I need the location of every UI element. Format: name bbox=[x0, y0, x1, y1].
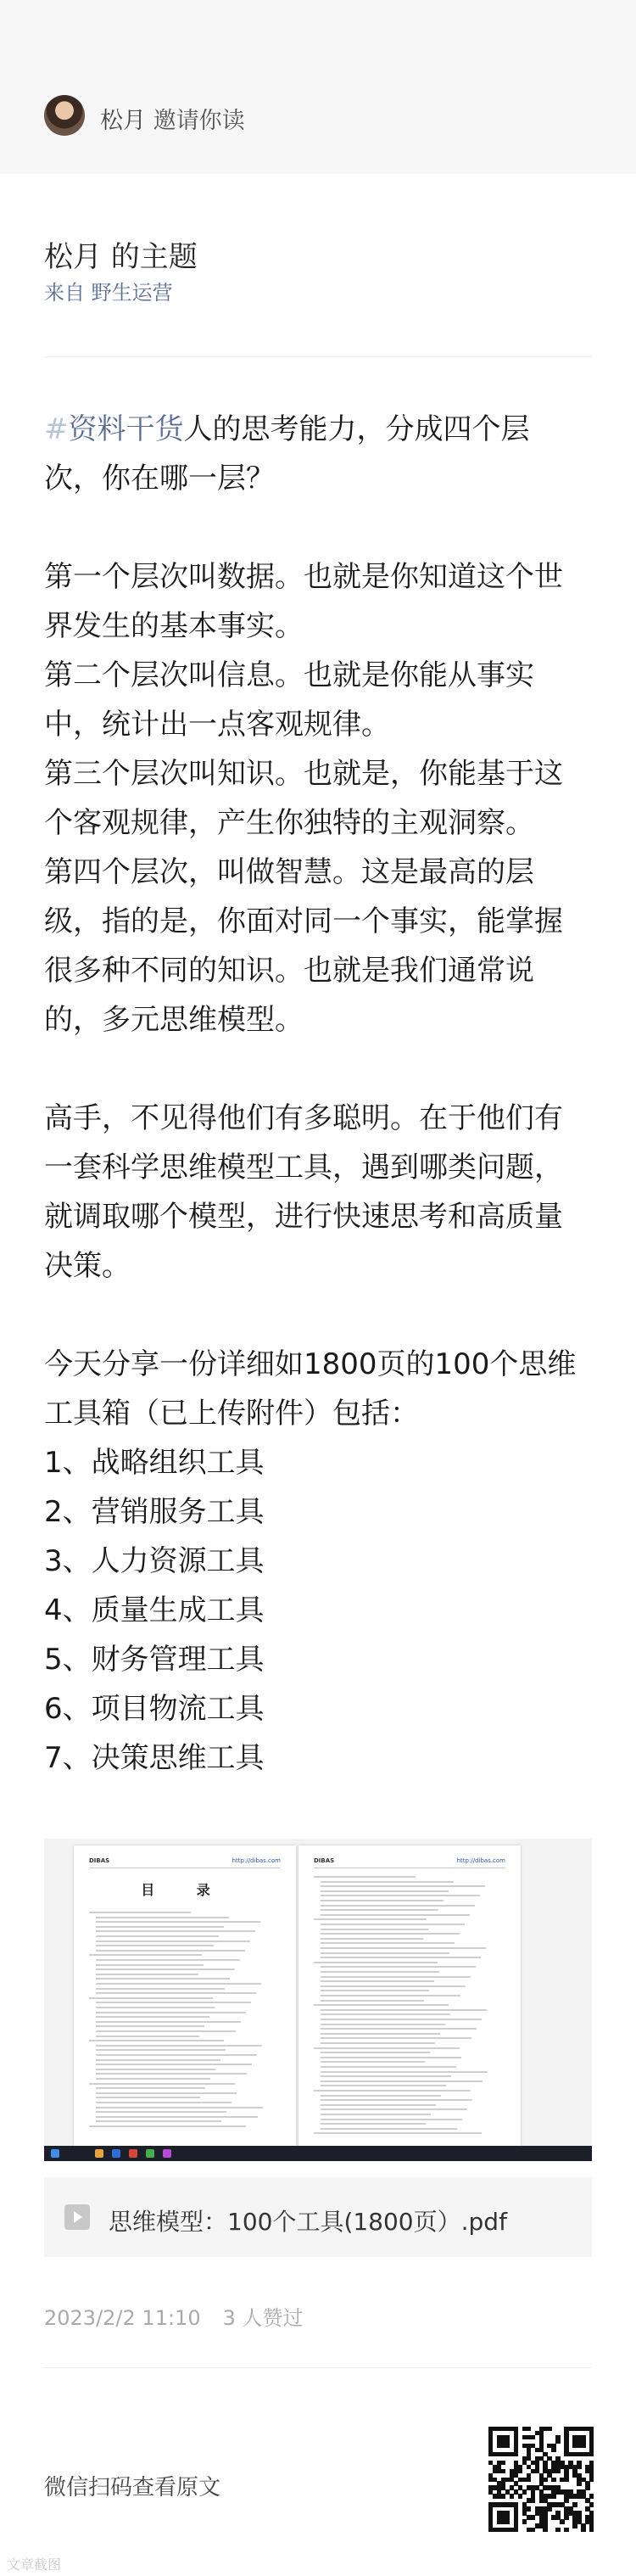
invite-line bbox=[100, 102, 245, 135]
preview-text-line bbox=[89, 2040, 224, 2041]
preview-text-line bbox=[321, 2071, 488, 2073]
hashtag-symbol: # bbox=[44, 412, 69, 446]
preview-text-line bbox=[96, 1917, 229, 1918]
body-line: 人的思考能力，分成四个层 bbox=[183, 412, 530, 446]
preview-text-line bbox=[321, 2075, 451, 2077]
topic-title: 松月 的主题 bbox=[44, 240, 198, 274]
preview-text-line bbox=[96, 1921, 260, 1923]
qr-module bbox=[564, 2427, 568, 2456]
preview-text-line bbox=[321, 1890, 449, 1892]
body-paragraph bbox=[44, 1340, 595, 1783]
preview-text-line bbox=[89, 1954, 202, 1956]
preview-text-line bbox=[321, 2061, 425, 2063]
preview-text-line bbox=[89, 1912, 191, 1913]
preview-text-line bbox=[321, 2104, 436, 2106]
preview-text-line bbox=[321, 1895, 480, 1896]
preview-text-line bbox=[96, 2002, 251, 2003]
preview-text-line bbox=[96, 2120, 221, 2122]
body-paragraph bbox=[44, 552, 595, 1044]
preview-text-line bbox=[96, 2030, 236, 2032]
body-line: 3、人力资源工具 bbox=[44, 1544, 265, 1578]
paragraph-spacer bbox=[44, 503, 595, 552]
body-line: 1、战略组织工具 bbox=[44, 1446, 265, 1480]
body-line: 今天分享一份详细如1800页的100个思维 bbox=[44, 1347, 577, 1381]
qr-module bbox=[510, 2494, 514, 2498]
qr-module bbox=[531, 2515, 535, 2519]
body-line: 决策。 bbox=[44, 1249, 131, 1283]
attachment-file-card[interactable] bbox=[44, 2177, 592, 2257]
qr-module bbox=[589, 2528, 594, 2532]
preview-text-line bbox=[96, 2025, 204, 2027]
preview-text-line bbox=[321, 2037, 471, 2039]
preview-text-line bbox=[321, 2119, 462, 2120]
qr-module bbox=[543, 2478, 547, 2482]
preview-text-line bbox=[96, 2116, 258, 2118]
preview-text-line bbox=[321, 1952, 449, 1954]
qr-module bbox=[514, 2502, 518, 2532]
preview-text-line bbox=[321, 1924, 465, 1925]
qr-module bbox=[555, 2439, 560, 2444]
preview-text-line bbox=[314, 2004, 449, 2006]
qr-module bbox=[564, 2498, 568, 2502]
preview-text-line bbox=[314, 2132, 482, 2134]
article-body bbox=[44, 405, 595, 1783]
qr-module bbox=[488, 2502, 493, 2532]
preview-text-line bbox=[321, 1995, 460, 1996]
preview-text-line bbox=[321, 1929, 428, 1930]
like-count[interactable]: 3 人赞过 bbox=[222, 2306, 304, 2330]
toc-page-left bbox=[74, 1845, 296, 2147]
source-link[interactable]: 来自 野生运营 bbox=[44, 281, 173, 305]
preview-text-line bbox=[321, 2080, 483, 2082]
preview-text-line bbox=[321, 2123, 426, 2125]
body-line: 很多种不同的知识。也就是我们通常说 bbox=[44, 954, 534, 988]
qr-module bbox=[581, 2528, 585, 2532]
body-line: 5、财务管理工具 bbox=[44, 1643, 265, 1677]
divider bbox=[44, 356, 592, 357]
qr-module bbox=[527, 2478, 531, 2482]
qr-module bbox=[560, 2519, 564, 2523]
qr-module bbox=[572, 2435, 585, 2448]
qr-module bbox=[531, 2498, 535, 2502]
preview-text-line bbox=[96, 1983, 261, 1985]
preview-text-line bbox=[96, 2111, 226, 2113]
body-line: 中，统计出一点客观规律。 bbox=[44, 708, 390, 742]
qr-module bbox=[589, 2494, 594, 2498]
preview-text-line bbox=[96, 1959, 240, 1961]
preview-text-line bbox=[96, 2007, 215, 2008]
browser-icon bbox=[112, 2149, 120, 2158]
qr-module bbox=[577, 2465, 581, 2469]
preview-text-line bbox=[314, 2047, 460, 2049]
body-line: 第三个层次叫知识。也就是，你能基于这 bbox=[44, 757, 563, 791]
preview-text-line bbox=[321, 2057, 461, 2058]
preview-text-line bbox=[321, 2108, 467, 2110]
qr-module bbox=[543, 2528, 547, 2532]
preview-text-line bbox=[321, 2085, 446, 2086]
preview-text-line bbox=[321, 1885, 485, 1887]
body-line: 个客观规律，产生你独特的主观洞察。 bbox=[44, 806, 534, 840]
body-paragraph bbox=[44, 1094, 595, 1291]
body-line: 第四个层次，叫做智慧。这是最高的层 bbox=[44, 855, 534, 889]
body-line: 4、质量生成工具 bbox=[44, 1593, 265, 1627]
preview-taskbar bbox=[44, 2146, 592, 2161]
qr-module bbox=[518, 2469, 522, 2473]
qr-module bbox=[551, 2494, 555, 2498]
qr-module bbox=[551, 2448, 555, 2452]
preview-text-line bbox=[96, 1940, 250, 1942]
avatar[interactable] bbox=[44, 95, 85, 136]
qr-module bbox=[514, 2427, 518, 2456]
qr-module bbox=[497, 2511, 510, 2523]
preview-url: http://dibas.com bbox=[456, 1857, 505, 1864]
qr-module bbox=[589, 2502, 594, 2506]
preview-text-line bbox=[321, 1957, 481, 1958]
preview-text-line bbox=[321, 2099, 472, 2101]
body-line: 7、决策思维工具 bbox=[44, 1741, 265, 1775]
body-line: 界发生的基本事实。 bbox=[44, 609, 304, 643]
app-icon bbox=[146, 2149, 154, 2158]
preview-text-line bbox=[96, 2092, 237, 2094]
preview-text-line bbox=[321, 2024, 445, 2025]
qr-module bbox=[547, 2427, 551, 2431]
toc-title: 目 录 bbox=[141, 1882, 229, 1898]
preview-text-line bbox=[89, 2083, 235, 2085]
preview-text-line bbox=[96, 1935, 219, 1937]
qr-module bbox=[488, 2427, 493, 2456]
preview-text-line bbox=[321, 1933, 460, 1935]
body-line: 工具箱（已上传附件）包括： bbox=[44, 1397, 419, 1431]
qr-module bbox=[564, 2528, 568, 2532]
preview-text-line bbox=[96, 2064, 252, 2065]
preview-logo: DIBAS bbox=[89, 1857, 110, 1864]
qr-module bbox=[572, 2502, 577, 2506]
body-line: 级，指的是，你面对同一个事实，能掌握 bbox=[44, 904, 563, 938]
app-icon bbox=[163, 2149, 171, 2158]
preview-text-line bbox=[96, 2049, 226, 2051]
preview-text-line bbox=[96, 1988, 225, 1990]
preview-text-line bbox=[321, 2128, 457, 2130]
preview-text-line bbox=[321, 1966, 476, 1968]
preview-text-line bbox=[96, 1945, 214, 1946]
preview-text-line bbox=[321, 1971, 439, 1973]
body-line: 就调取哪个模型，进行快速思考和高质量 bbox=[44, 1200, 563, 1234]
inviter-name[interactable]: 松月 bbox=[100, 108, 146, 134]
qr-module bbox=[547, 2506, 551, 2511]
preview-text-line bbox=[321, 1947, 486, 1949]
preview-text-line bbox=[321, 1990, 429, 1991]
preview-text-line bbox=[321, 2052, 430, 2053]
scan-hint: 微信扫码查看原文 bbox=[44, 2475, 221, 2500]
preview-text-line bbox=[321, 2114, 431, 2115]
attachment-preview-image[interactable] bbox=[44, 1839, 592, 2161]
preview-text-line bbox=[96, 2073, 247, 2075]
preview-text-line bbox=[96, 2021, 241, 2023]
preview-text-line bbox=[314, 2090, 471, 2092]
qr-module bbox=[501, 2461, 505, 2465]
preview-text-line bbox=[321, 2019, 482, 2020]
qr-module bbox=[551, 2478, 555, 2482]
preview-text-line bbox=[96, 2045, 262, 2047]
qr-module bbox=[585, 2485, 589, 2489]
preview-text-line bbox=[96, 1964, 204, 1966]
post-meta bbox=[44, 2301, 304, 2331]
qr-module bbox=[522, 2519, 527, 2523]
preview-text-line bbox=[96, 2059, 220, 2061]
preview-text-line bbox=[96, 1926, 224, 1928]
preview-text-line bbox=[321, 2009, 487, 2011]
intro-paragraph bbox=[44, 405, 595, 503]
paragraph-spacer bbox=[44, 1291, 595, 1340]
preview-text-line bbox=[96, 1930, 255, 1932]
preview-url: http://dibas.com bbox=[232, 1857, 281, 1864]
paragraph-spacer bbox=[44, 1044, 595, 1094]
qr-module bbox=[531, 2528, 535, 2532]
watermark: 文章截图 bbox=[7, 2556, 62, 2573]
preview-text-line bbox=[321, 2013, 450, 2015]
preview-text-line bbox=[321, 2028, 477, 2030]
preview-text-line bbox=[321, 1942, 455, 1944]
preview-text-line bbox=[321, 2000, 424, 2002]
preview-text-line bbox=[96, 2097, 200, 2098]
preview-text-line bbox=[321, 1900, 444, 1901]
qr-module bbox=[555, 2528, 560, 2532]
toc-page-right bbox=[298, 1845, 521, 2147]
preview-text-line bbox=[89, 2125, 246, 2127]
body-line: 一套科学思维模型工具，遇到哪类问题， bbox=[44, 1151, 563, 1184]
qr-module bbox=[501, 2494, 505, 2498]
post-datetime: 2023/2/2 11:10 bbox=[44, 2306, 201, 2330]
preview-text-line bbox=[321, 1985, 466, 1987]
preview-text-line bbox=[321, 2095, 441, 2097]
hashtag-link[interactable]: 资料干货 bbox=[68, 412, 184, 446]
preview-text-line bbox=[321, 1976, 471, 1978]
preview-text-line bbox=[96, 1968, 235, 1970]
divider bbox=[44, 2367, 592, 2368]
body-line: 第一个层次叫数据。也就是你知道这个世 bbox=[44, 560, 563, 594]
preview-text-line bbox=[96, 1992, 256, 1994]
preview-text-line bbox=[96, 2107, 263, 2108]
qr-module bbox=[589, 2427, 594, 2456]
preview-text-line bbox=[314, 1918, 427, 1920]
preview-text-line bbox=[321, 2066, 456, 2068]
preview-text-line bbox=[89, 1997, 213, 1999]
body-line: 第二个层次叫信息。也就是你能从事实 bbox=[44, 658, 534, 692]
preview-text-line bbox=[314, 1962, 438, 1963]
preview-text-line bbox=[96, 1950, 245, 1952]
preview-text-line bbox=[321, 2042, 435, 2044]
preview-text-line bbox=[96, 2087, 205, 2089]
qr-module bbox=[577, 2481, 581, 2485]
preview-text-line bbox=[321, 1905, 475, 1907]
qr-module bbox=[518, 2494, 522, 2498]
body-line: 6、项目物流工具 bbox=[44, 1692, 265, 1726]
qr-module bbox=[564, 2515, 568, 2519]
preview-text-line bbox=[96, 1978, 230, 1980]
preview-text-line bbox=[96, 2078, 210, 2080]
top-bar bbox=[0, 0, 636, 174]
preview-text-line bbox=[321, 1881, 454, 1883]
body-line: 次，你在哪一层？ bbox=[44, 462, 275, 496]
qr-module bbox=[564, 2478, 568, 2482]
qr-code[interactable] bbox=[488, 2427, 594, 2532]
preview-text-line bbox=[96, 2016, 209, 2018]
folder-icon bbox=[95, 2149, 103, 2158]
body-line: 高手，不见得他们有多聪明。在于他们有 bbox=[44, 1101, 563, 1135]
preview-logo: DIBAS bbox=[314, 1857, 335, 1864]
qr-module bbox=[497, 2435, 510, 2448]
qr-module bbox=[527, 2427, 531, 2431]
preview-text-line bbox=[321, 2033, 440, 2035]
preview-text-line bbox=[96, 1974, 198, 1975]
app-icon bbox=[129, 2149, 137, 2158]
preview-text-line bbox=[321, 1938, 423, 1940]
preview-text-line bbox=[314, 1876, 416, 1878]
preview-text-line bbox=[96, 2102, 232, 2103]
body-line: 的，多元思维模型。 bbox=[44, 1003, 304, 1037]
preview-text-line bbox=[96, 2012, 246, 2013]
qr-module bbox=[555, 2469, 560, 2473]
preview-text-line bbox=[96, 2069, 215, 2070]
qr-module bbox=[531, 2435, 535, 2439]
preview-text-line bbox=[321, 1909, 438, 1911]
qr-module bbox=[527, 2506, 531, 2511]
qr-module bbox=[589, 2478, 594, 2482]
windows-icon bbox=[51, 2149, 59, 2158]
body-line: 2、营销服务工具 bbox=[44, 1495, 265, 1529]
file-icon bbox=[64, 2204, 90, 2230]
file-name: 思维模型：100个工具(1800页）.pdf bbox=[109, 2208, 507, 2236]
qr-module bbox=[522, 2489, 527, 2494]
qr-module bbox=[572, 2523, 577, 2528]
preview-text-line bbox=[321, 1914, 470, 1916]
qr-module bbox=[501, 2469, 505, 2473]
preview-text-line bbox=[96, 2054, 257, 2056]
invite-text: 邀请你读 bbox=[153, 108, 245, 134]
preview-text-line bbox=[321, 1980, 434, 1982]
preview-text-line bbox=[96, 2036, 199, 2037]
